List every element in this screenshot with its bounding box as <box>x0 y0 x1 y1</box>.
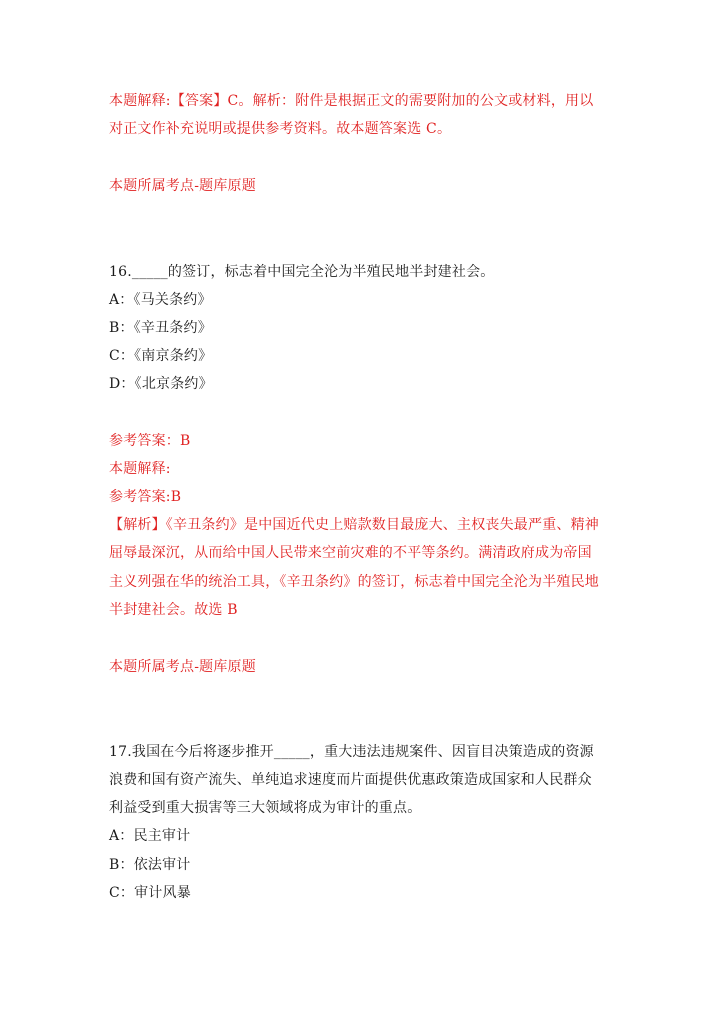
q16-option-b: B：《辛丑条约》 <box>109 320 212 336</box>
q16-source: 本题所属考点-题库原题 <box>109 659 256 675</box>
q15-source: 本题所属考点-题库原题 <box>109 178 256 194</box>
q17-option-c: C：审计风暴 <box>109 885 191 901</box>
q16-explanation-label: 本题解释: <box>109 461 171 477</box>
q17-option-b: B：依法审计 <box>109 857 191 873</box>
q16-option-d: D：《北京条约》 <box>109 376 213 392</box>
q16-analysis-line-1: 【解析】《辛丑条约》是中国近代史上赔款数目最庞大、主权丧失最严重、精神 <box>109 517 599 533</box>
q16-analysis-line-4: 半封建社会。故选 B <box>109 602 238 618</box>
q15-explanation-line-2: 对正文作补充说明或提供参考资料。故本题答案选 C。 <box>109 121 452 137</box>
q16-analysis-line-2: 屈辱最深沉，从而给中国人民带来空前灾难的不平等条约。满清政府成为帝国 <box>109 545 592 561</box>
q17-stem-line-3: 利益受到重大损害等三大领域将成为审计的重点。 <box>109 800 422 816</box>
q16-answer: 参考答案：B <box>109 433 191 449</box>
q16-answer-repeat: 参考答案:B <box>109 489 182 505</box>
q17-stem-line-1: 17.我国在今后将逐步推开_____，重大违法违规案件、因盲目决策造成的资源 <box>109 744 594 760</box>
q16-option-c: C：《南京条约》 <box>109 348 213 364</box>
q16-analysis-line-3: 主义列强在华的统治工具，《辛丑条约》的签订，标志着中国完全沦为半殖民地 <box>109 574 599 590</box>
q17-option-a: A：民主审计 <box>109 828 191 844</box>
q16-option-a: A：《马关条约》 <box>109 292 212 308</box>
q15-explanation-line-1: 本题解释:【答案】C。解析：附件是根据正文的需要附加的公文或材料，用以 <box>109 93 594 109</box>
q17-stem-line-2: 浪费和国有资产流失、单纯追求速度而片面提供优惠政策造成国家和人民群众 <box>109 772 592 788</box>
q16-stem: 16._____的签订，标志着中国完全沦为半殖民地半封建社会。 <box>109 264 495 280</box>
